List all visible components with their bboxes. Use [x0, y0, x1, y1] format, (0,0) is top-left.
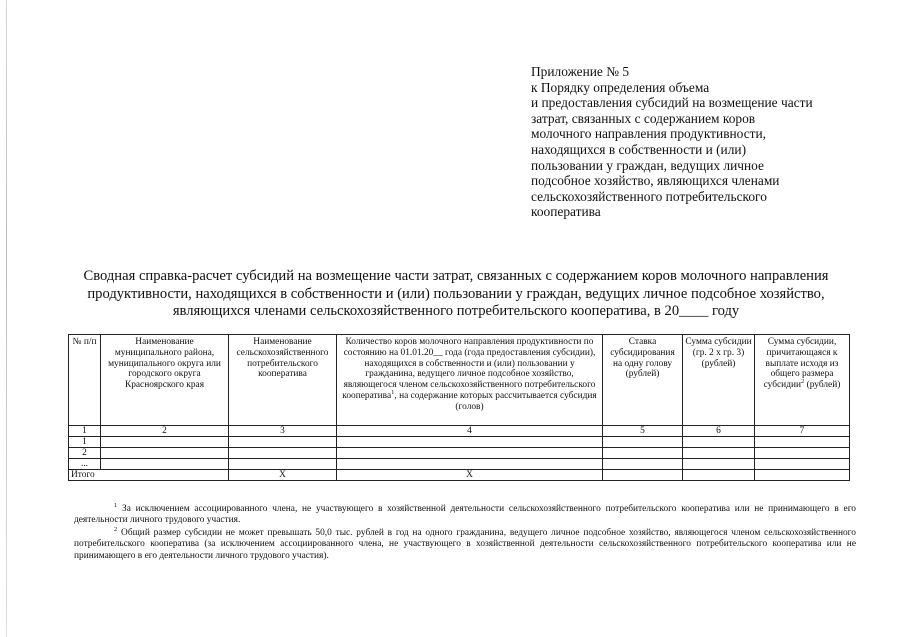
- footnote-2: [74, 525, 856, 562]
- total-cow-count-cell: Х: [337, 470, 603, 481]
- header-cow-count-text: Количество коров молочного направления продуктивности по состоянию на 01.01.20__ года (года предоставления субсидии), находящихся в собственности и (или) пользовании у гражданина, ведущего личное подсобное хозяйство, являющегося членом сельскохозяйственного потребительского кооператива: [342, 337, 596, 401]
- header-cow-count: [337, 335, 603, 426]
- header-cow-count-text-end: , на содержание которых рассчитывается субсидия (голов): [394, 390, 597, 412]
- table-cell: [101, 448, 229, 459]
- footnotes: [74, 504, 856, 562]
- title-line: продуктивности, находящихся в собственности и (или) пользовании у граждан, ведущих личное подсобное хозяйство,: [87, 285, 825, 302]
- appendix-line: находящихся в собственности и (или): [531, 141, 747, 157]
- column-number: 6: [683, 426, 755, 437]
- table-cell: [755, 437, 850, 448]
- table-cell: [101, 437, 229, 448]
- table-cell: [683, 470, 755, 481]
- calculation-table: [68, 334, 850, 481]
- footnote-1-mark: 1: [114, 502, 118, 509]
- appendix-line: Приложение № 5: [531, 64, 630, 79]
- row-number: ...: [69, 459, 101, 470]
- header-subsidy-payable-text: Сумма субсидии, причитающаяся к выплате исходя из общего размера субсидии: [763, 337, 839, 391]
- total-label: Итого: [69, 470, 229, 481]
- header-subsidy-payable-text-end: (рублей): [804, 380, 841, 391]
- footnote-1-text: За исключением ассоциированного члена, не участвующего в хозяйственной деятельности сельскохозяйственного потребительского кооператива или не принимающего в его деятельности личного трудового участия.: [74, 504, 856, 526]
- table-header-row: [69, 335, 850, 426]
- table-cell: [603, 459, 683, 470]
- appendix-line: и предоставления субсидий на возмещение части: [531, 95, 813, 111]
- appendix-line: сельскохозяйственного потребительского: [531, 188, 767, 204]
- header-number: № п/п: [69, 335, 101, 426]
- appendix-line: пользовании у граждан, ведущих личное: [531, 157, 764, 173]
- row-number: 1: [69, 437, 101, 448]
- table-cell: [229, 459, 337, 470]
- column-number: 1: [69, 426, 101, 437]
- table-cell: [101, 459, 229, 470]
- column-number: 5: [603, 426, 683, 437]
- table-cell: [337, 437, 603, 448]
- table-cell: [683, 437, 755, 448]
- column-number: 4: [337, 426, 603, 437]
- footnote-1: [74, 504, 856, 527]
- appendix-line: подсобное хозяйство, являющихся членами: [531, 173, 780, 189]
- header-subsidy-payable: [755, 335, 850, 426]
- column-number: 2: [101, 426, 229, 437]
- header-subsidy-sum: Сумма субсидии (гр. 2 х гр. 3) (рублей): [683, 335, 755, 426]
- footnote-ref-1: 1: [391, 388, 395, 396]
- table-cell: [337, 448, 603, 459]
- header-cooperative: Наименование сельскохозяйственного потребительского кооператива: [229, 335, 337, 426]
- column-number-row: [69, 426, 850, 437]
- document-title: [40, 268, 872, 321]
- column-number: 3: [229, 426, 337, 437]
- scan-edge-line: [6, 0, 7, 637]
- table-cell: [229, 437, 337, 448]
- total-row: [69, 470, 850, 481]
- appendix-line: затрат, связанных с содержанием коров: [531, 110, 756, 126]
- footnote-ref-2: 2: [801, 378, 805, 386]
- title-line: являющихся членами сельскохозяйственного потребительского кооператива, в 20____ году: [172, 303, 740, 319]
- appendix-line: молочного направления продуктивности,: [531, 126, 767, 142]
- table-cell: [603, 470, 683, 481]
- table-cell: [603, 448, 683, 459]
- title-line: Сводная справка-расчет субсидий на возмещение части затрат, связанных с содержанием коров молочного направления: [83, 268, 829, 284]
- table-cell: [229, 448, 337, 459]
- row-number: 2: [69, 448, 101, 459]
- table-cell: [755, 459, 850, 470]
- footnote-2-text: Общий размер субсидии не может превышать 50,0 тыс. рублей в год на одного гражданина, ведущего личное подсобное хозяйство, являющегося членом сельскохозяйственного потребительского кооператива (за исключением ассоциированного члена, не участвующего в хозяйственной деятельности сельскохозяйственного потребительского кооператива или не принимающего в его деятельности личного трудового участия).: [74, 527, 856, 561]
- table-cell: [603, 437, 683, 448]
- table-row: [69, 437, 850, 448]
- total-cooperative-cell: Х: [229, 470, 337, 481]
- footnote-2-mark: 2: [114, 525, 118, 533]
- table-cell: [755, 448, 850, 459]
- header-municipality: Наименование муниципального района, муниципального округа или городского округа Красноярского края: [101, 335, 229, 426]
- appendix-line: к Порядку определения объема: [531, 79, 710, 95]
- appendix-header: [531, 64, 871, 220]
- appendix-line: кооператива: [531, 204, 601, 220]
- table-cell: [683, 459, 755, 470]
- table-row: [69, 448, 850, 459]
- header-rate: Ставка субсидирования на одну голову (рублей): [603, 335, 683, 426]
- table-cell: [755, 470, 850, 481]
- column-number: 7: [755, 426, 850, 437]
- table-cell: [337, 459, 603, 470]
- table-cell: [683, 448, 755, 459]
- table-row: [69, 459, 850, 470]
